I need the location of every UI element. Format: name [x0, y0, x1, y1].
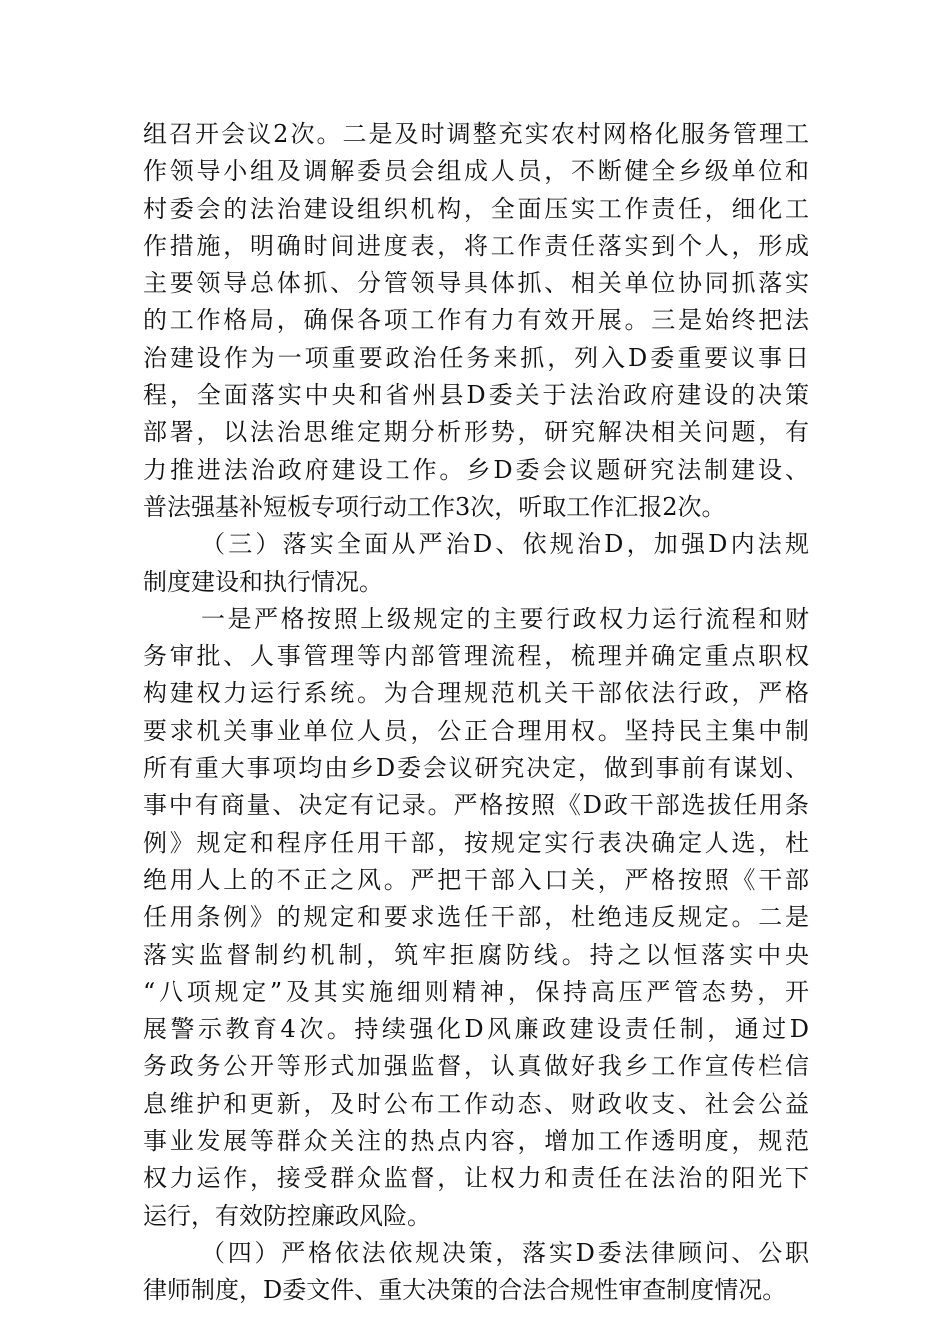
text-line: 息维护和更新，及时公布工作动态、财政收支、社会公益 [143, 1089, 809, 1118]
text-line: 部署，以法治思维定期分析形势，研究解决相关问题，有 [143, 418, 809, 447]
text-line: 律师制度，D委文件、重大决策的合法合规性审查制度情况。 [143, 1276, 787, 1305]
text-line: （四）严格依法依规决策，落实D委法律顾问、公职 [201, 1238, 809, 1267]
text-line: 村委会的法治建设组织机构，全面压实工作责任，细化工 [143, 194, 809, 223]
text-line: 绝用人上的不正之风。严把干部入口关，严格按照《干部 [143, 865, 809, 894]
text-line: 任用条例》的规定和要求选任干部，杜绝违反规定。二是 [143, 903, 809, 932]
text-line: 运行，有效防控廉政风险。 [143, 1201, 431, 1230]
text-line: 力推进法治政府建设工作。乡D委会议题研究法制建设、 [143, 455, 809, 484]
text-line: 事中有商量、决定有记录。严格按照《D政干部选拔任用条 [143, 791, 809, 820]
text-line: 治建设作为一项重要政治任务来抓，列入D委重要议事日 [143, 343, 809, 372]
text-line: 一是严格按照上级规定的主要行政权力运行流程和财 [201, 604, 809, 633]
text-line: 主要领导总体抓、分管领导具体抓、相关单位协同抓落实 [143, 269, 809, 298]
text-line: 作措施，明确时间进度表，将工作责任落实到个人，形成 [143, 231, 809, 260]
text-line: 作领导小组及调解委员会组成人员，不断健全乡级单位和 [143, 157, 809, 186]
text-line: 所有重大事项均由乡D委会议研究决定，做到事前有谋划、 [143, 754, 809, 783]
text-line: 务政务公开等形式加强监督，认真做好我乡工作宣传栏信 [143, 1052, 809, 1081]
text-line: 事业发展等群众关注的热点内容，增加工作透明度，规范 [143, 1127, 809, 1156]
text-line: 展警示教育4次。持续强化D风廉政建设责任制，通过D [143, 1015, 809, 1044]
text-line: 普法强基补短板专项行动工作3次，听取工作汇报2次。 [143, 492, 726, 521]
text-line: 落实监督制约机制，筑牢拒腐防线。持之以恒落实中央 [143, 940, 809, 969]
text-line: （三）落实全面从严治D、依规治D，加强D内法规 [201, 530, 809, 559]
text-line: 务审批、人事管理等内部管理流程，梳理并确定重点职权 [143, 642, 809, 671]
document-page [143, 116, 809, 1310]
text-line: 例》规定和程序任用干部，按规定实行表决确定人选，杜 [143, 828, 809, 857]
text-line: 权力运作，接受群众监督，让权力和责任在法治的阳光下 [143, 1164, 809, 1193]
text-line: 的工作格局，确保各项工作有力有效开展。三是始终把法 [143, 306, 809, 335]
text-line: 构建权力运行系统。为合理规范机关干部依法行政，严格 [143, 679, 809, 708]
text-line: 制度建设和执行情况。 [143, 567, 383, 596]
text-line: 要求机关事业单位人员，公正合理用权。坚持民主集中制 [143, 716, 809, 745]
text-line: “八项规定”及其实施细则精神，保持高压严管态势，开 [143, 977, 809, 1006]
text-line: 组召开会议2次。二是及时调整充实农村网格化服务管理工 [143, 120, 809, 148]
text-line: 程，全面落实中央和省州县D委关于法治政府建设的决策 [143, 381, 809, 410]
